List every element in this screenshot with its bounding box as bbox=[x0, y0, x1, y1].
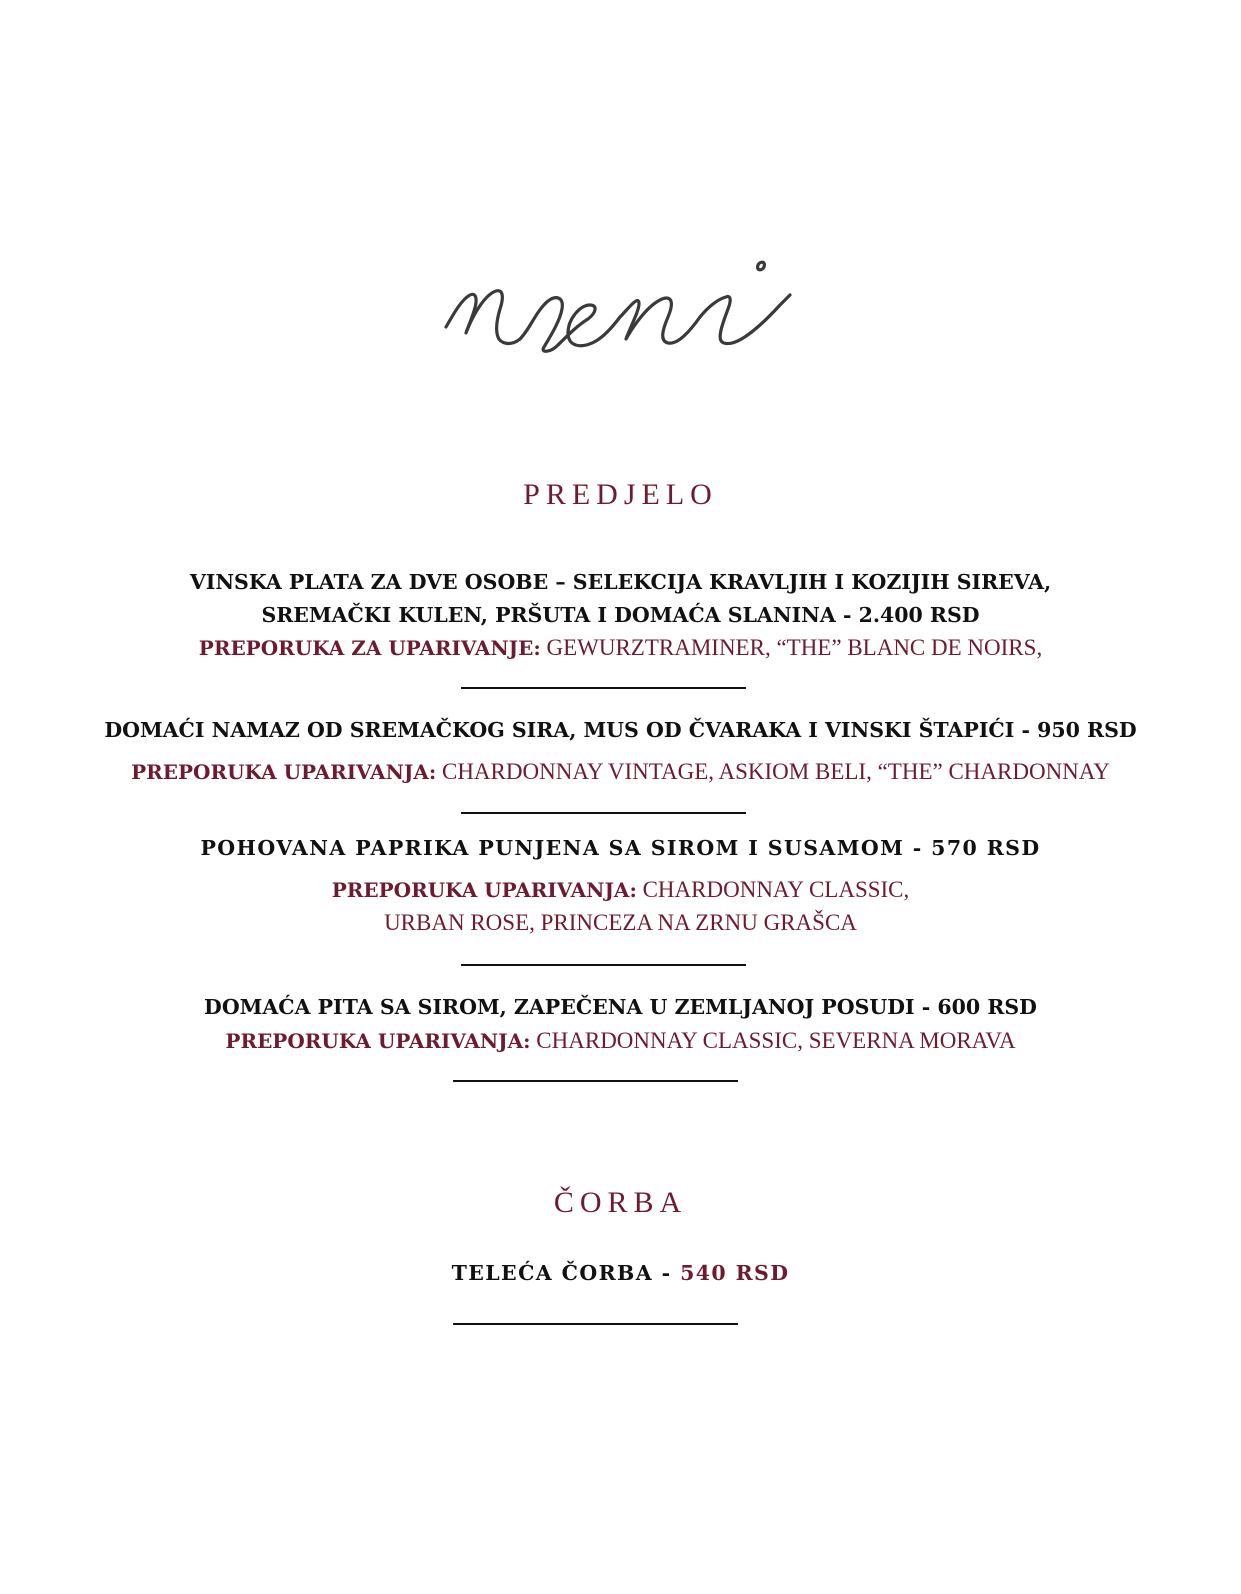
menu-title bbox=[440, 255, 800, 365]
pairing-recommendation bbox=[0, 873, 1241, 907]
pairing-label: PREPORUKA UPARIVANJA: bbox=[131, 760, 437, 784]
menu-item-price: 540 RSD bbox=[680, 1261, 790, 1285]
divider bbox=[461, 812, 746, 814]
menu-item-name-line2: SREMAČKI KULEN, PRŠUTA I DOMAĆA SLANINA - 2.400 RSD bbox=[261, 603, 980, 627]
section-heading-predjelo: PREDJELO bbox=[523, 478, 718, 511]
menu-title-script bbox=[440, 255, 800, 365]
pairing-recommendation bbox=[0, 755, 1241, 789]
pairing-wines: CHARDONNAY CLASSIC, bbox=[636, 877, 910, 902]
divider bbox=[461, 964, 746, 966]
divider bbox=[453, 1080, 738, 1082]
pairing-recommendation bbox=[0, 631, 1241, 665]
pairing-wines: GEWURZTRAMINER, “THE” BLANC DE NOIRS, bbox=[540, 635, 1043, 660]
menu-item-name: VINSKA PLATA ZA DVE OSOBE – SELEKCIJA KRAVLJIH I KOZIJIH SIREVA, bbox=[189, 570, 1052, 594]
pairing-label: PREPORUKA UPARIVANJA: bbox=[225, 1029, 531, 1053]
menu-title-text bbox=[440, 255, 800, 256]
pairing-wines: CHARDONNAY CLASSIC, SEVERNA MORAVA bbox=[530, 1028, 1016, 1053]
pairing-recommendation bbox=[0, 1024, 1241, 1058]
pairing-label: PREPORUKA UPARIVANJA: bbox=[331, 878, 637, 902]
menu-item-name: DOMAĆA PITA SA SIROM, ZAPEČENA U ZEMLJANOJ POSUDI - 600 RSD bbox=[204, 995, 1037, 1019]
pairing-wines-line2: URBAN ROSE, PRINCEZA NA ZRNU GRAŠCA bbox=[384, 910, 857, 935]
pairing-wines: CHARDONNAY VINTAGE, ASKIOM BELI, “THE” CHARDONNAY bbox=[436, 759, 1110, 784]
menu-item-name: POHOVANA PAPRIKA PUNJENA SA SIROM I SUSAMOM - 570 RSD bbox=[200, 836, 1041, 860]
section-heading-corba: ČORBA bbox=[553, 1186, 688, 1219]
pairing-label: PREPORUKA ZA UPARIVANJE: bbox=[198, 636, 541, 660]
menu-item-name: TELEĆA ČORBA - bbox=[451, 1261, 681, 1285]
divider bbox=[461, 687, 746, 689]
menu-item-corba bbox=[0, 1257, 1241, 1290]
menu-item-name: DOMAĆI NAMAZ OD SREMAČKOG SIRA, MUS OD ČVARAKA I VINSKI ŠTAPIĆI - 950 RSD bbox=[104, 718, 1137, 742]
divider bbox=[453, 1323, 738, 1325]
